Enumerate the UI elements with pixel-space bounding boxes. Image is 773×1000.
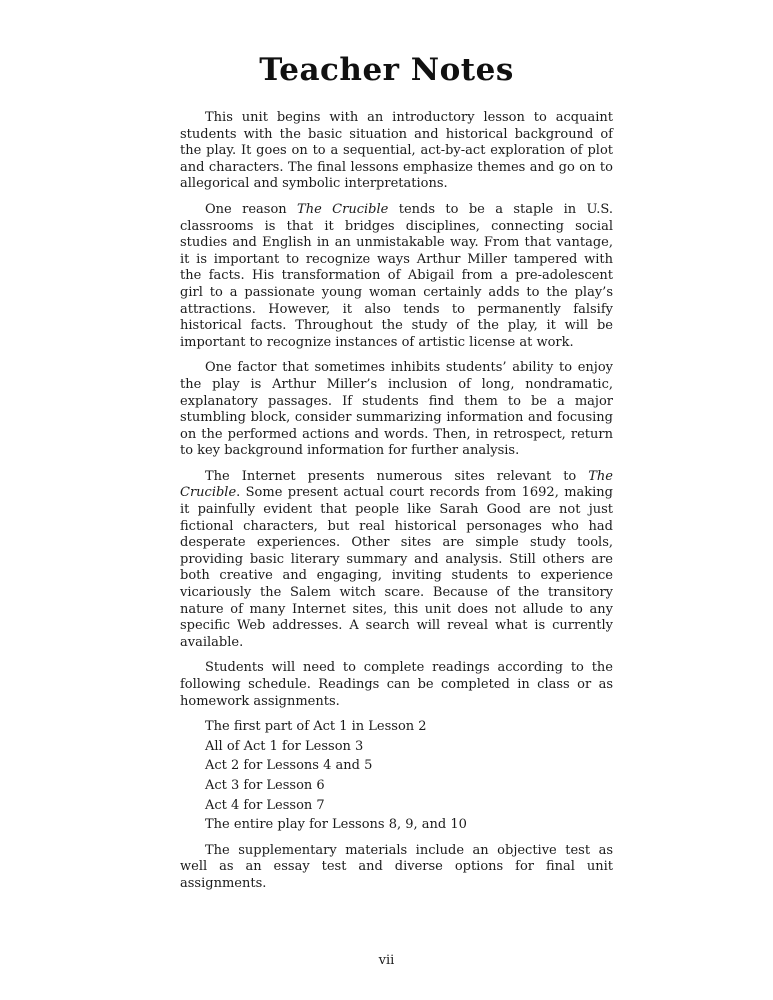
paragraph: Students will need to complete readings according to the following schedule. Readings can be completed in class or as homework assignments. (180, 660, 613, 709)
reading-list-item: Act 2 for Lessons 4 and 5 (205, 758, 373, 774)
reading-list-item: The entire play for Lessons 8, 9, and 10 (205, 817, 467, 833)
page-number: vii (378, 953, 395, 968)
paragraph: One factor that sometimes inhibits students’ ability to enjoy the play is Arthur Miller’s inclusion of long, nondramatic, explanatory passages. If students find them to be a major stumbling block, consider summarizing information and focusing on the performed actions and words. Then, in retrospect, return to key background information for further analysis. (180, 360, 613, 459)
paragraph: This unit begins with an introductory lesson to acquaint students with the basic situation and historical background of the play. It goes on to a sequential, act-by-act exploration of plot and characters. The final lessons emphasize themes and go on to allegorical and symbolic interpretations. (180, 110, 613, 192)
document-body (180, 110, 613, 893)
reading-list-item: All of Act 1 for Lesson 3 (205, 738, 364, 754)
reading-list-item: The first part of Act 1 in Lesson 2 (205, 719, 427, 735)
closing-paragraph-container (180, 843, 613, 893)
intro-paragraphs (180, 110, 613, 710)
paragraph: The supplementary materials include an objective test as well as an essay test and diverse options for final unit assignments. (180, 842, 613, 891)
page-title: Teacher Notes (259, 52, 514, 88)
paragraph: One reason The Crucible tends to be a staple in U.S. classrooms is that it bridges disciplines, connecting social studies and English in an unmistakable way. From that vantage, it is important to recognize ways Arthur Miller tampered with the facts. His transformation of Abigail from a pre-adolescent girl to a passionate young woman certainly adds to the play’s attractions. However, it also tends to permanently falsify historical facts. Throughout the study of the play, it will be important to recognize instances of artistic license at work. (180, 201, 613, 350)
reading-schedule-list (180, 719, 613, 834)
reading-list-item: Act 4 for Lesson 7 (205, 797, 325, 813)
paragraph: The Internet presents numerous sites relevant to The Crucible. Some present actual court records from 1692, making it painfully evident that people like Sarah Good are not just fictional characters, but real historical personages who had desperate experiences. Other sites are simple study tools, providing basic literary summary and analysis. Still others are both creative and engaging, inviting students to experience vicariously the Salem witch scare. Because of the transitory nature of many Internet sites, this unit does not allude to any specific Web addresses. A search will reveal what is currently available. (180, 468, 613, 650)
reading-list-item: Act 3 for Lesson 6 (205, 777, 325, 793)
